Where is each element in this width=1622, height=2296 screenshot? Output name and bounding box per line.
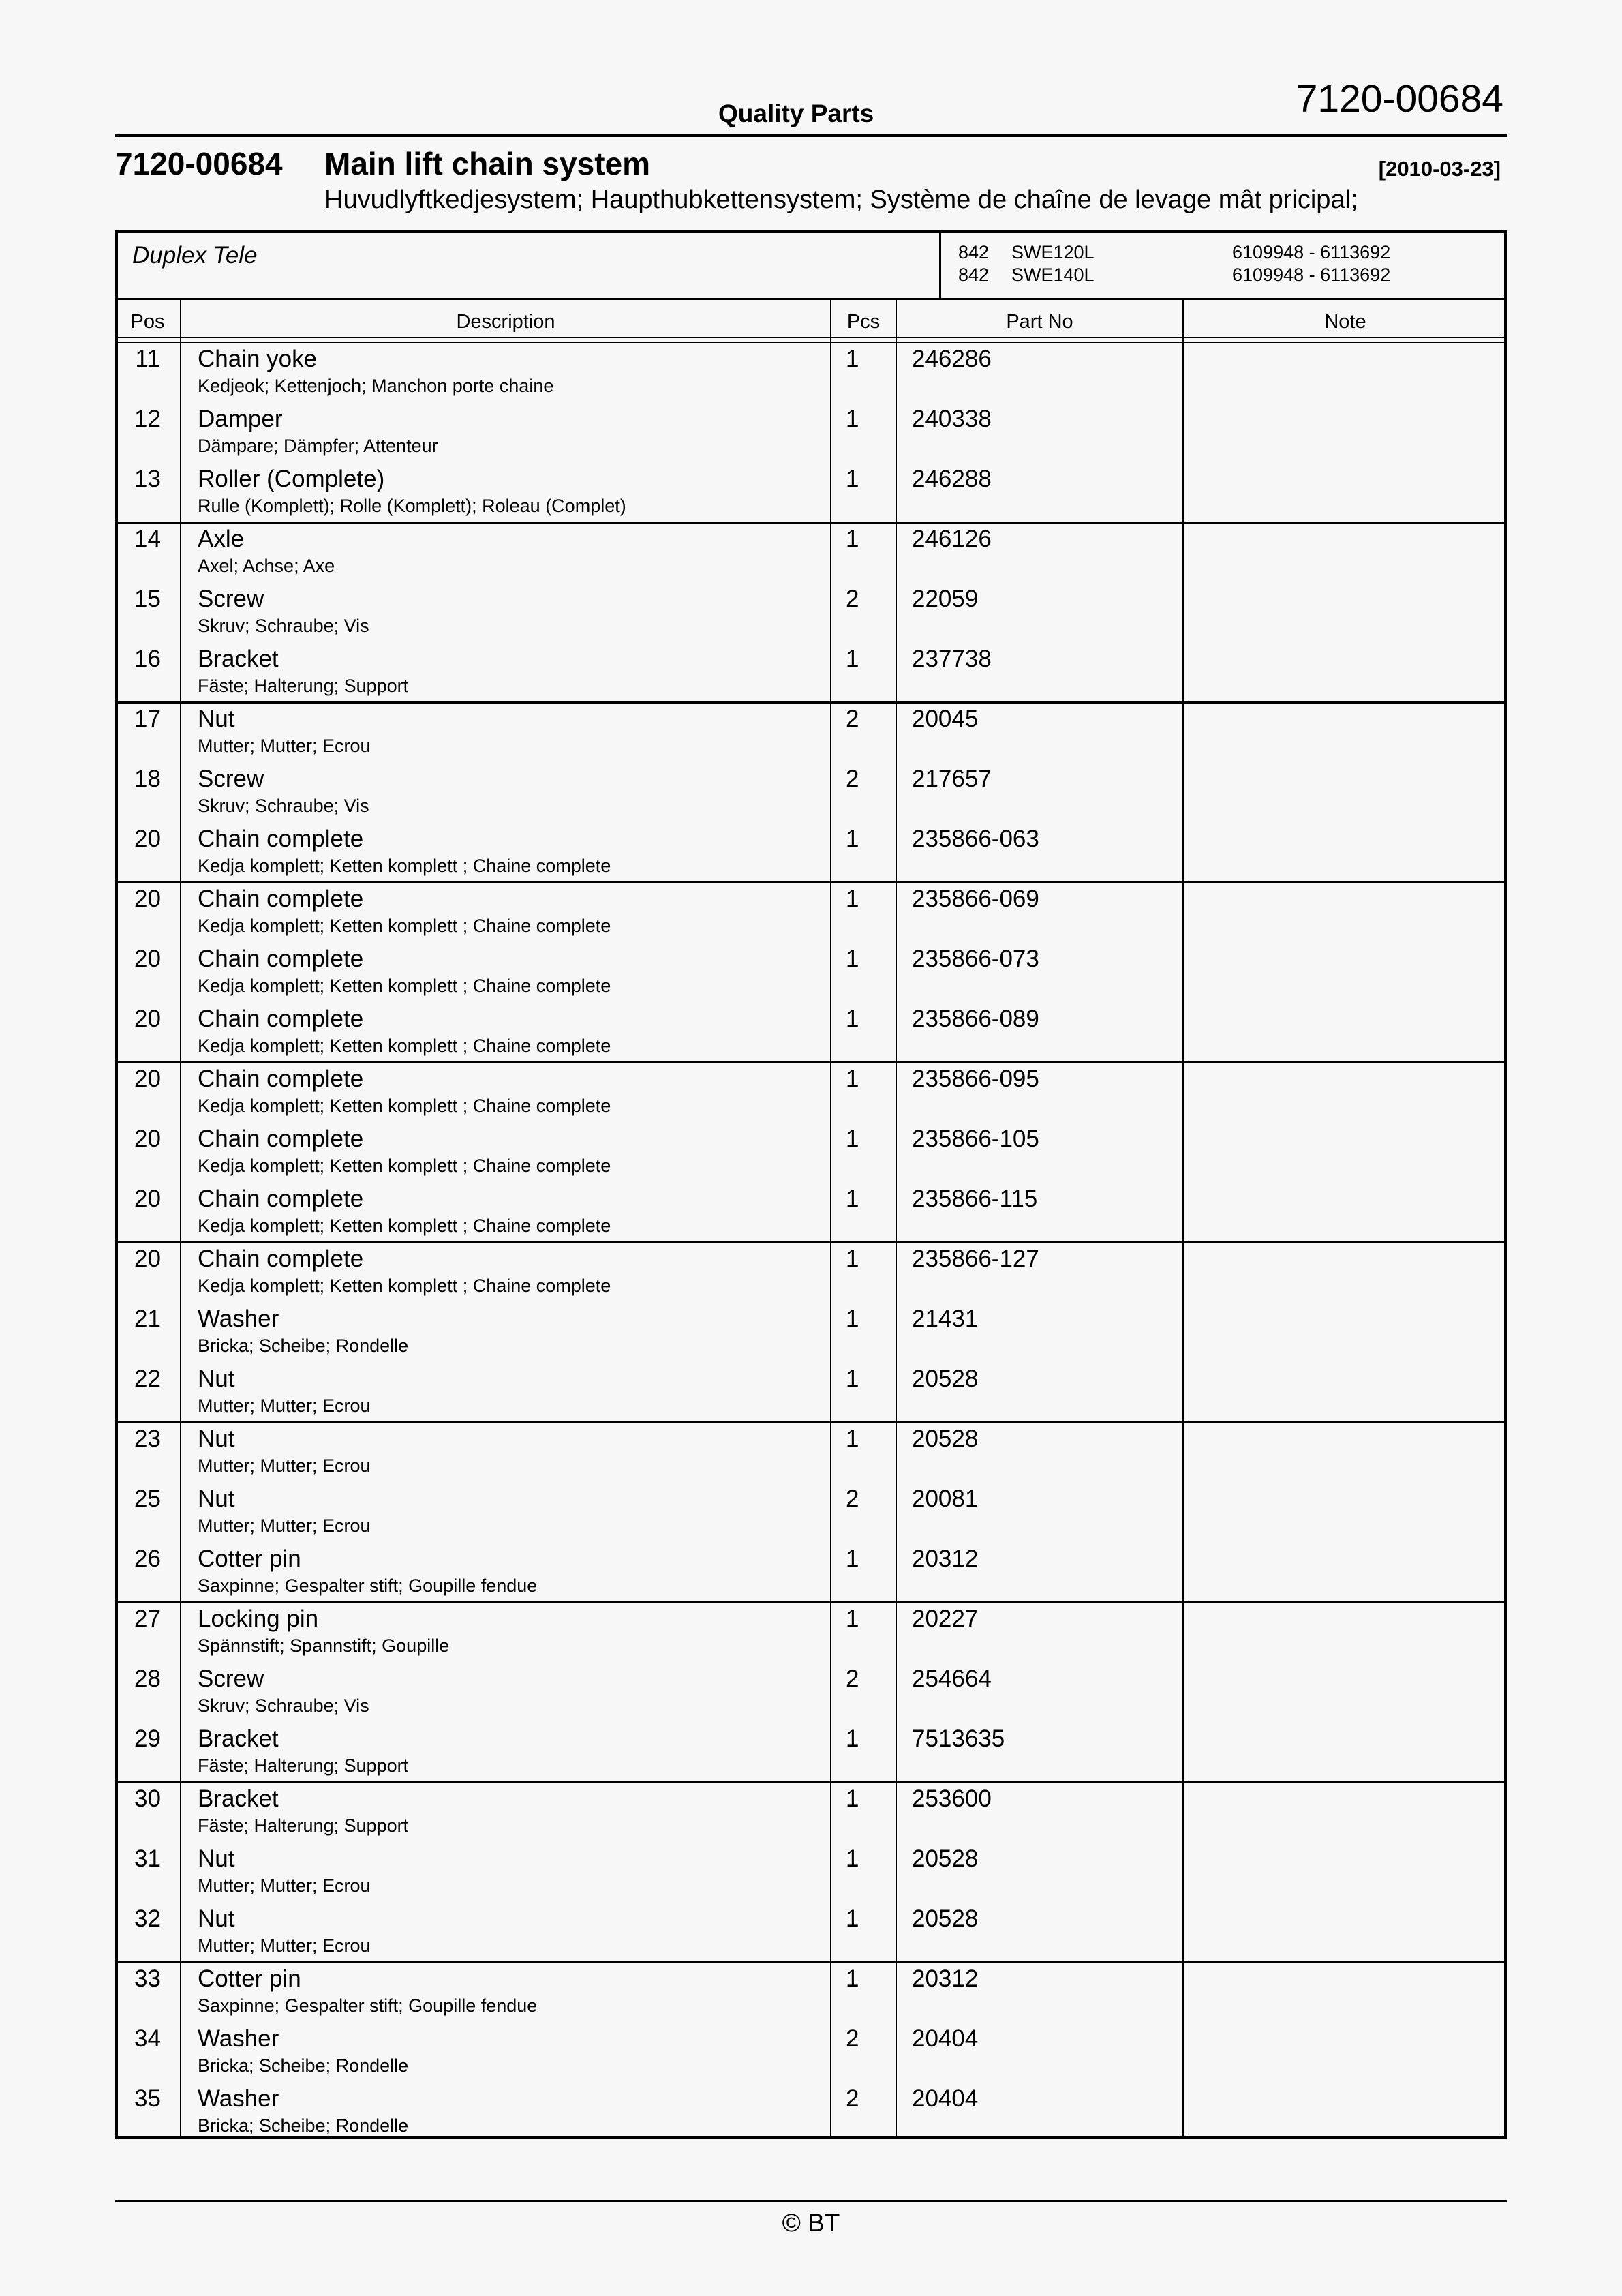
- row-description-translations: Mutter; Mutter; Ecrou: [198, 1515, 371, 1536]
- column-header-description: Description: [456, 311, 555, 333]
- row-pos: 13: [134, 466, 161, 492]
- row-pos: 23: [134, 1425, 161, 1452]
- row-pcs: 1: [846, 1126, 859, 1152]
- row-description: Chain complete: [198, 886, 364, 912]
- row-part-no: 235866-089: [912, 1006, 1039, 1032]
- row-description: Nut: [198, 1365, 235, 1392]
- row-pos: 30: [134, 1785, 161, 1812]
- table-row: [0, 763, 1622, 823]
- table-row: [0, 943, 1622, 1003]
- row-pos: 29: [134, 1725, 161, 1752]
- row-part-no: 235866-127: [912, 1245, 1039, 1272]
- row-pos: 32: [134, 1905, 161, 1932]
- row-description: Nut: [198, 706, 235, 732]
- row-description: Bracket: [198, 646, 279, 672]
- row-pcs: 1: [846, 1245, 859, 1272]
- row-pos: 21: [134, 1305, 161, 1332]
- table-row: [0, 2083, 1622, 2143]
- row-pos: 20: [134, 1066, 161, 1092]
- row-pos: 22: [134, 1365, 161, 1392]
- row-pcs: 1: [846, 1905, 859, 1932]
- row-part-no: 20312: [912, 1545, 979, 1572]
- table-row: [0, 343, 1622, 403]
- row-pcs: 1: [846, 526, 859, 552]
- row-description-translations: Skruv; Schraube; Vis: [198, 1695, 369, 1716]
- row-pos: 14: [134, 526, 161, 552]
- model-code: SWE120L: [1011, 242, 1095, 262]
- row-description: Chain complete: [198, 1185, 364, 1212]
- row-description-translations: Skruv; Schraube; Vis: [198, 796, 369, 816]
- table-row: [0, 1003, 1622, 1063]
- row-description-translations: Fäste; Halterung; Support: [198, 1755, 409, 1776]
- row-pcs: 1: [846, 1066, 859, 1092]
- header-rule: [115, 134, 1507, 137]
- page-title: Main lift chain system: [324, 146, 651, 181]
- row-pcs: 1: [846, 886, 859, 912]
- table-row: [0, 1243, 1622, 1303]
- table-row: [0, 1843, 1622, 1903]
- row-description: Damper: [198, 406, 283, 432]
- row-description: Bracket: [198, 1785, 279, 1812]
- row-description-translations: Fäste; Halterung; Support: [198, 1815, 409, 1836]
- row-description: Chain complete: [198, 826, 364, 852]
- row-pcs: 1: [846, 1425, 859, 1452]
- table-row: [0, 583, 1622, 643]
- row-part-no: 235866-095: [912, 1066, 1039, 1092]
- row-pcs: 1: [846, 406, 859, 432]
- row-pos: 20: [134, 826, 161, 852]
- row-pcs: 1: [846, 1725, 859, 1752]
- row-part-no: 254664: [912, 1665, 992, 1692]
- row-description-translations: Bricka; Scheibe; Rondelle: [198, 2115, 409, 2136]
- row-pos: 18: [134, 766, 161, 792]
- row-pcs: 2: [846, 1665, 859, 1692]
- row-description-translations: Axel; Achse; Axe: [198, 556, 335, 576]
- row-pos: 35: [134, 2085, 161, 2112]
- row-pcs: 1: [846, 946, 859, 972]
- row-description-translations: Mutter; Mutter; Ecrou: [198, 736, 371, 756]
- row-description: Chain complete: [198, 1245, 364, 1272]
- row-pos: 28: [134, 1665, 161, 1692]
- row-part-no: 20528: [912, 1425, 979, 1452]
- row-part-no: 217657: [912, 766, 992, 792]
- row-part-no: 21431: [912, 1305, 979, 1332]
- row-description-translations: Bricka; Scheibe; Rondelle: [198, 2055, 409, 2076]
- row-part-no: 20227: [912, 1605, 979, 1632]
- row-description: Screw: [198, 586, 264, 612]
- row-part-no: 235866-063: [912, 826, 1039, 852]
- row-pos: 20: [134, 1126, 161, 1152]
- row-description-translations: Rulle (Komplett); Rolle (Komplett); Roleau (Complet): [198, 496, 626, 516]
- row-pcs: 2: [846, 2025, 859, 2052]
- header-doc-number: 7120-00684: [1296, 77, 1503, 121]
- row-pos: 20: [134, 1006, 161, 1032]
- row-pcs: 1: [846, 1965, 859, 1992]
- row-pos: 15: [134, 586, 161, 612]
- table-row: [0, 1603, 1622, 1663]
- row-pos: 20: [134, 1245, 161, 1272]
- table-row: [0, 1963, 1622, 2023]
- footer-rule: [115, 2200, 1507, 2202]
- table-row: [0, 703, 1622, 763]
- row-description: Washer: [198, 1305, 279, 1332]
- row-part-no: 20404: [912, 2085, 979, 2112]
- row-pos: 26: [134, 1545, 161, 1572]
- row-pcs: 2: [846, 766, 859, 792]
- row-pos: 16: [134, 646, 161, 672]
- model-divider: [939, 230, 941, 300]
- row-description: Washer: [198, 2085, 279, 2112]
- row-description-translations: Kedja komplett; Ketten komplett ; Chaine complete: [198, 916, 611, 936]
- header-brand: Quality Parts: [718, 100, 874, 127]
- model-code: SWE140L: [1011, 265, 1095, 285]
- row-pcs: 2: [846, 586, 859, 612]
- row-pos: 27: [134, 1605, 161, 1632]
- row-description: Axle: [198, 526, 245, 552]
- row-pcs: 1: [846, 1605, 859, 1632]
- row-part-no: 235866-073: [912, 946, 1039, 972]
- row-pos: 25: [134, 1485, 161, 1512]
- row-description: Chain yoke: [198, 346, 318, 372]
- table-row: [0, 1183, 1622, 1243]
- row-description: Nut: [198, 1425, 235, 1452]
- row-part-no: 20081: [912, 1485, 979, 1512]
- row-pcs: 1: [846, 1785, 859, 1812]
- row-description-translations: Kedja komplett; Ketten komplett ; Chaine complete: [198, 1215, 611, 1236]
- row-description-translations: Kedja komplett; Ketten komplett ; Chaine complete: [198, 1155, 611, 1176]
- column-header-rule: [115, 337, 1507, 338]
- row-part-no: 237738: [912, 646, 992, 672]
- title-code: 7120-00684: [115, 146, 283, 181]
- row-description: Nut: [198, 1905, 235, 1932]
- row-description: Roller (Complete): [198, 466, 385, 492]
- row-description-translations: Mutter; Mutter; Ecrou: [198, 1875, 371, 1896]
- row-description: Washer: [198, 2025, 279, 2052]
- column-header-pos: Pos: [130, 311, 165, 333]
- row-pcs: 1: [846, 826, 859, 852]
- row-pcs: 1: [846, 466, 859, 492]
- row-description-translations: Mutter; Mutter; Ecrou: [198, 1455, 371, 1476]
- row-description: Chain complete: [198, 1126, 364, 1152]
- row-description-translations: Kedja komplett; Ketten komplett ; Chaine complete: [198, 976, 611, 996]
- row-pos: 34: [134, 2025, 161, 2052]
- row-pcs: 1: [846, 646, 859, 672]
- row-description: Bracket: [198, 1725, 279, 1752]
- model-serial-range: 6109948 - 6113692: [1232, 265, 1391, 285]
- row-description-translations: Kedja komplett; Ketten komplett ; Chaine complete: [198, 1275, 611, 1296]
- row-description: Locking pin: [198, 1605, 319, 1632]
- table-row: [0, 1303, 1622, 1363]
- row-pcs: 2: [846, 706, 859, 732]
- model-name: Duplex Tele: [132, 242, 258, 269]
- row-part-no: 20528: [912, 1365, 979, 1392]
- row-part-no: 20045: [912, 706, 979, 732]
- row-description: Cotter pin: [198, 1965, 301, 1992]
- table-row: [0, 883, 1622, 943]
- table-row: [0, 523, 1622, 583]
- row-description-translations: Kedjeok; Kettenjoch; Manchon porte chaine: [198, 376, 554, 396]
- row-description-translations: Kedja komplett; Ketten komplett ; Chaine complete: [198, 856, 611, 876]
- row-description-translations: Mutter; Mutter; Ecrou: [198, 1935, 371, 1956]
- row-part-no: 246288: [912, 466, 992, 492]
- model-series: 842: [958, 242, 990, 262]
- row-description-translations: Spännstift; Spannstift; Goupille: [198, 1635, 450, 1656]
- row-pos: 20: [134, 1185, 161, 1212]
- row-part-no: 246286: [912, 346, 992, 372]
- row-pos: 11: [135, 346, 160, 372]
- row-pcs: 1: [846, 1845, 859, 1872]
- table-row: [0, 1783, 1622, 1843]
- table-row: [0, 1363, 1622, 1423]
- model-serial-range: 6109948 - 6113692: [1232, 242, 1391, 262]
- row-description: Chain complete: [198, 1066, 364, 1092]
- title-date: [2010-03-23]: [1378, 157, 1501, 181]
- row-description: Nut: [198, 1845, 235, 1872]
- table-row: [0, 1423, 1622, 1483]
- row-description-translations: Kedja komplett; Ketten komplett ; Chaine complete: [198, 1036, 611, 1056]
- row-pos: 20: [134, 946, 161, 972]
- row-pos: 17: [134, 706, 161, 732]
- table-row: [0, 643, 1622, 703]
- row-pcs: 1: [846, 1305, 859, 1332]
- row-pcs: 1: [846, 1006, 859, 1032]
- row-part-no: 20312: [912, 1965, 979, 1992]
- table-row: [0, 1063, 1622, 1123]
- row-pcs: 1: [846, 1545, 859, 1572]
- row-pcs: 2: [846, 2085, 859, 2112]
- table-row: [0, 1123, 1622, 1183]
- row-description-translations: Mutter; Mutter; Ecrou: [198, 1395, 371, 1416]
- row-part-no: 20404: [912, 2025, 979, 2052]
- row-description: Chain complete: [198, 946, 364, 972]
- row-part-no: 246126: [912, 526, 992, 552]
- row-part-no: 7513635: [912, 1725, 1005, 1752]
- row-description: Cotter pin: [198, 1545, 301, 1572]
- row-pos: 12: [134, 406, 161, 432]
- table-row: [0, 403, 1622, 463]
- row-part-no: 20528: [912, 1845, 979, 1872]
- row-pcs: 1: [846, 346, 859, 372]
- row-part-no: 240338: [912, 406, 992, 432]
- row-pcs: 2: [846, 1485, 859, 1512]
- row-description-translations: Bricka; Scheibe; Rondelle: [198, 1335, 409, 1356]
- row-description-translations: Fäste; Halterung; Support: [198, 676, 409, 696]
- row-description: Chain complete: [198, 1006, 364, 1032]
- table-row: [0, 1483, 1622, 1543]
- row-description-translations: Skruv; Schraube; Vis: [198, 616, 369, 636]
- table-row: [0, 1543, 1622, 1603]
- row-description-translations: Dämpare; Dämpfer; Attenteur: [198, 436, 438, 456]
- table-row: [0, 2023, 1622, 2083]
- row-pos: 20: [134, 886, 161, 912]
- row-part-no: 253600: [912, 1785, 992, 1812]
- row-part-no: 235866-105: [912, 1126, 1039, 1152]
- row-part-no: 235866-069: [912, 886, 1039, 912]
- row-description: Screw: [198, 1665, 264, 1692]
- column-header-note: Note: [1324, 311, 1366, 333]
- table-row: [0, 1663, 1622, 1723]
- row-pos: 33: [134, 1965, 161, 1992]
- table-row: [0, 463, 1622, 523]
- row-description: Nut: [198, 1485, 235, 1512]
- row-description-translations: Saxpinne; Gespalter stift; Goupille fendue: [198, 1575, 538, 1596]
- row-pcs: 1: [846, 1185, 859, 1212]
- table-row: [0, 1723, 1622, 1783]
- row-pcs: 1: [846, 1365, 859, 1392]
- table-row: [0, 823, 1622, 883]
- row-part-no: 22059: [912, 586, 979, 612]
- row-description: Screw: [198, 766, 264, 792]
- row-part-no: 235866-115: [912, 1185, 1038, 1212]
- column-header-part-no: Part No: [1006, 311, 1073, 333]
- row-pos: 31: [134, 1845, 161, 1872]
- footer-copyright: © BT: [782, 2209, 840, 2237]
- row-description-translations: Saxpinne; Gespalter stift; Goupille fendue: [198, 1995, 538, 2016]
- row-part-no: 20528: [912, 1905, 979, 1932]
- table-row: [0, 1903, 1622, 1963]
- model-series: 842: [958, 265, 990, 285]
- title-translations: Huvudlyftkedjesystem; Haupthubkettensystem; Système de chaîne de levage mât pricipal;: [324, 185, 1358, 214]
- row-description-translations: Kedja komplett; Ketten komplett ; Chaine complete: [198, 1096, 611, 1116]
- column-header-pcs: Pcs: [846, 311, 881, 333]
